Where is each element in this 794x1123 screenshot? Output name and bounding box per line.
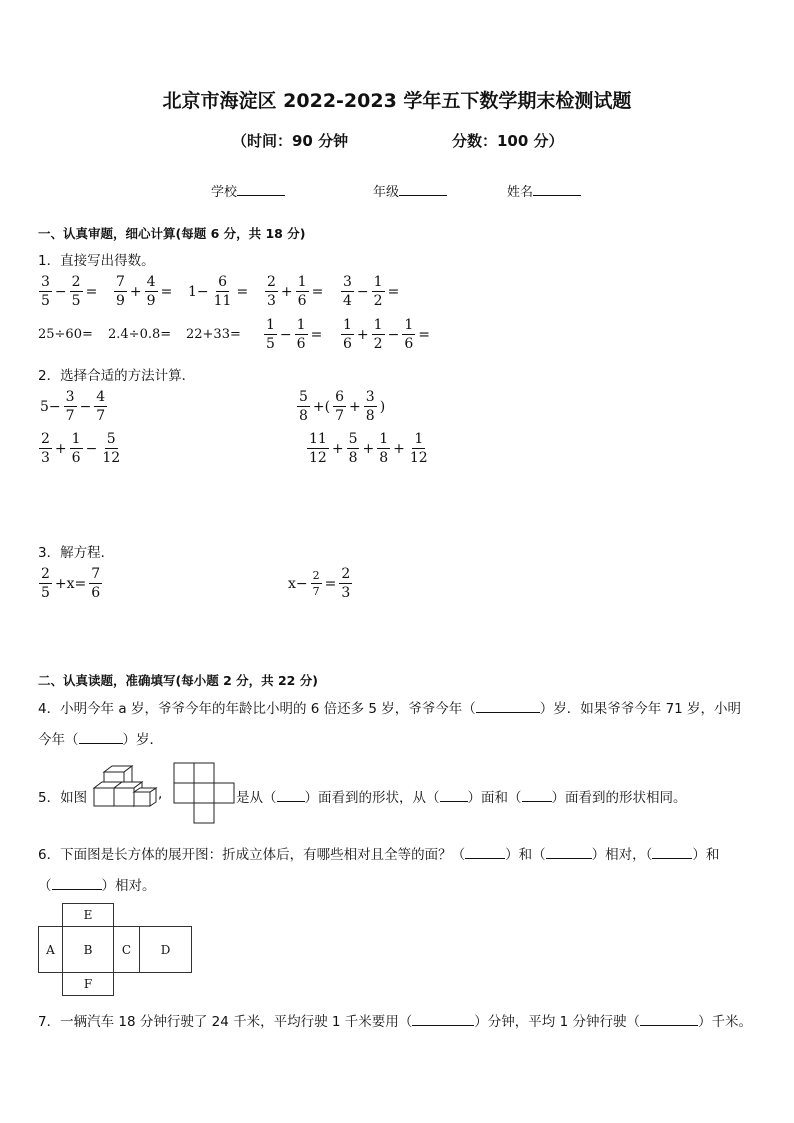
q1-expr-1: $\frac{3}{5}$ − $\frac{2}{5}$ = bbox=[41, 274, 98, 309]
q1-expr-9: $\frac{1}{5}$ − $\frac{1}{6}$ = bbox=[266, 317, 323, 352]
q5-view-figure bbox=[170, 762, 236, 824]
net-face-f: F bbox=[62, 972, 114, 996]
name-blank[interactable] bbox=[533, 183, 581, 196]
q1-expr-10: $\frac{1}{6}$ + $\frac{1}{2}$ − $\frac{1}{6}$ = bbox=[343, 317, 430, 352]
exam-score: 分数：100 分） bbox=[452, 132, 564, 150]
q2-expr-4: $\frac{11}{12}$ + $\frac{5}{8}$ + $\frac{1}{8}$ + $\frac{1}{12}$ bbox=[309, 431, 428, 466]
school-blank[interactable] bbox=[237, 183, 285, 196]
q5-blank-3[interactable] bbox=[522, 790, 552, 802]
grade-blank[interactable] bbox=[399, 183, 447, 196]
q5-cube-figure bbox=[90, 764, 163, 808]
q3-expr-1: $\frac{2}{5}$ +x= $\frac{7}{6}$ bbox=[41, 566, 101, 601]
q1-expr-5: $\frac{3}{4}$ − $\frac{1}{2}$ = bbox=[343, 274, 400, 309]
grade-label: 年级 bbox=[373, 185, 400, 200]
q2-expr-3: $\frac{2}{3}$ + $\frac{1}{6}$ − $\frac{5}{12}$ bbox=[41, 431, 121, 466]
q1-label: 1．直接写出得数。 bbox=[38, 253, 155, 269]
name-field[interactable] bbox=[507, 181, 581, 200]
net-face-b: B bbox=[62, 926, 114, 973]
q6-line1: 6．下面图是长方体的展开图：折成立体后，有哪些相对且全等的面？（ ）和（ ）相对，（ ）和 bbox=[38, 847, 720, 863]
q1-expr-4: $\frac{2}{3}$ + $\frac{1}{6}$ = bbox=[267, 274, 324, 309]
q1-expr-7: 2.4÷0.8= bbox=[108, 327, 172, 342]
grade-field[interactable] bbox=[373, 181, 447, 200]
q7-blank-1[interactable] bbox=[412, 1014, 474, 1026]
q1-expr-2: $\frac{7}{9}$ + $\frac{4}{9}$ = bbox=[116, 274, 173, 309]
q2-expr-1: 5− $\frac{3}{7}$ − $\frac{4}{7}$ bbox=[40, 389, 106, 424]
q2-expr-2: $\frac{5}{8}$ +( $\frac{6}{7}$ + $\frac{3}{8}$ ) bbox=[299, 389, 386, 424]
q3-expr-2: x− $\frac{2}{7}$ = $\frac{2}{3}$ bbox=[288, 566, 351, 601]
q2-label: 2．选择合适的方法计算． bbox=[38, 368, 196, 384]
q6-blank-4[interactable] bbox=[52, 878, 102, 890]
page-title: 北京市海淀区 2022-2023 学年五下数学期末检测试题 bbox=[162, 90, 632, 112]
q6-blank-2[interactable] bbox=[546, 847, 592, 859]
q1-expr-6: 25÷60= bbox=[38, 327, 93, 342]
q5-blank-1[interactable] bbox=[277, 790, 305, 802]
q7-blank-2[interactable] bbox=[640, 1014, 698, 1026]
q6-blank-1[interactable] bbox=[465, 847, 505, 859]
exam-time: （时间：90 分钟 bbox=[232, 132, 349, 150]
name-label: 姓名 bbox=[507, 185, 534, 200]
q4-line2: 今年（ ）岁． bbox=[38, 732, 163, 748]
q5-text: 是从（ ）面看到的形状，从（ ）面和（ ）面看到的形状相同。 bbox=[236, 790, 687, 806]
school-label: 学校 bbox=[211, 185, 238, 200]
q5-comma: , bbox=[158, 786, 163, 802]
section2-heading: 二、认真读题，准确填写(每小题 2 分，共 22 分) bbox=[38, 673, 318, 688]
q5-start: 5．如图 bbox=[38, 790, 88, 806]
section1-heading: 一、认真审题，细心计算(每题 6 分，共 18 分) bbox=[38, 226, 306, 241]
net-face-c: C bbox=[113, 926, 140, 973]
net-face-a: A bbox=[38, 926, 63, 973]
q7-line: 7．一辆汽车 18 分钟行驶了 24 千米，平均行驶 1 千米要用（ ）分钟，平均 1 分钟行驶（ ）千米。 bbox=[38, 1014, 752, 1030]
net-face-d: D bbox=[139, 926, 192, 973]
q1-expr-3: 1− $\frac{6}{11}$ = bbox=[188, 274, 249, 309]
q5-blank-2[interactable] bbox=[440, 790, 468, 802]
q3-label: 3．解方程． bbox=[38, 545, 115, 561]
q6-blank-3[interactable] bbox=[652, 847, 692, 859]
school-field[interactable] bbox=[211, 181, 285, 200]
q4-blank-2[interactable] bbox=[79, 732, 123, 744]
net-face-e: E bbox=[62, 903, 114, 927]
q6-line2: （ ）相对。 bbox=[38, 878, 156, 894]
q4-line1: 4．小明今年 a 岁，爷爷今年的年龄比小明的 6 倍还多 5 岁，爷爷今年（ ）岁．如果爷爷今年 71 岁，小明 bbox=[38, 701, 742, 717]
q4-blank-1[interactable] bbox=[476, 701, 540, 713]
q1-expr-8: 22+33= bbox=[186, 327, 241, 342]
